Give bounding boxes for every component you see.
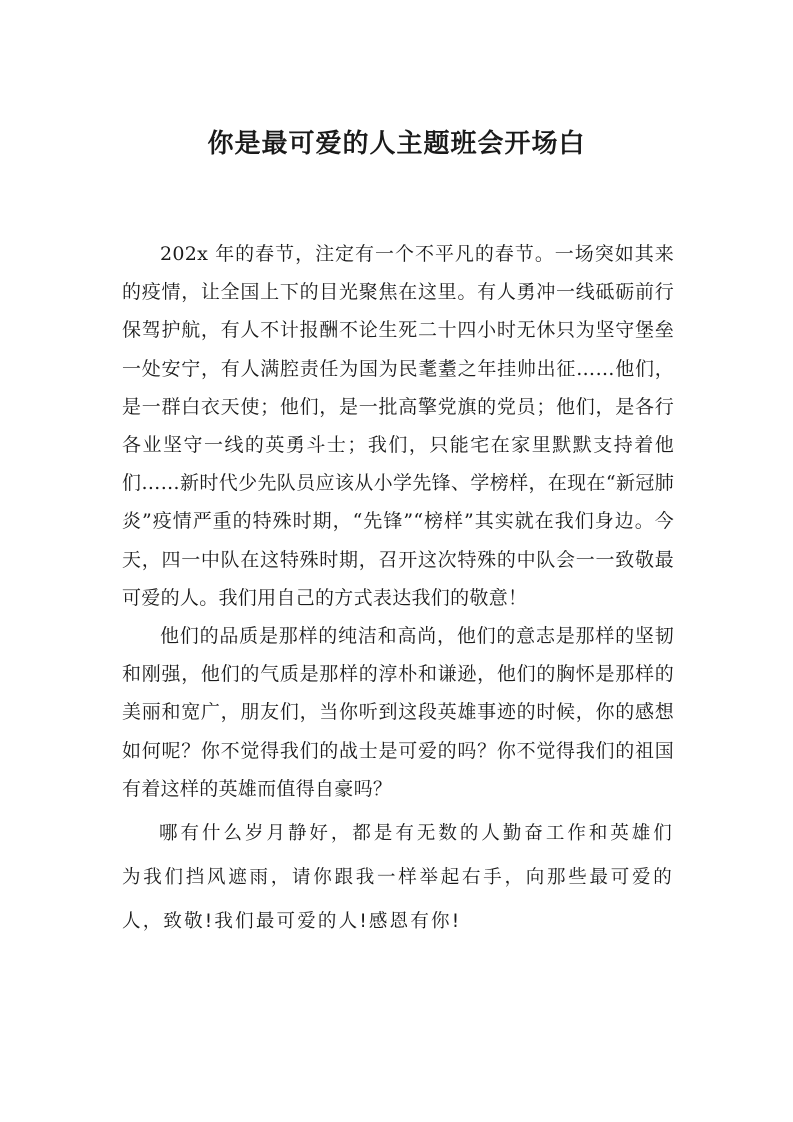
paragraph-3: 哪有什么岁月静好，都是有无数的人勤奋工作和英雄们为我们挡风遮雨，请你跟我一样举起右手，向那些最可爱的人，致敬!我们最可爱的人!感恩有你! xyxy=(122,823,674,933)
document-body xyxy=(122,235,674,944)
paragraph-2: 他们的品质是那样的纯洁和高尚，他们的意志是那样的坚韧和刚强，他们的气质是那样的淳朴和谦逊，他们的胸怀是那样的美丽和宽广，朋友们，当你听到这段英雄事迹的时候，你的感想如何呢？你不觉得我们的战士是可爱的吗？你不觉得我们的祖国有着这样的英雄而值得自豪吗？ xyxy=(122,625,674,800)
paragraph-1: 202x 年的春节，注定有一个不平凡的春节。一场突如其来的疫情，让全国上下的目光聚焦在这里。有人勇冲一线砥砺前行保驾护航，有人不计报酬不论生死二十四小时无休只为坚守堡垒一处安宁，有人满腔责任为国为民耄耋之年挂帅出征……他们，是一群白衣天使；他们，是一批高擎党旗的党员；他们，是各行各业坚守一线的英勇斗士；我们，只能宅在家里默默支持着他们……新时代少先队员应该从小学先锋、学榜样，在现在“新冠肺炎”疫情严重的特殊时期，“先锋”“榜样”其实就在我们身边。今天，四一中队在这特殊时期，召开这次特殊的中队会一一致敬最可爱的人。我们用自己的方式表达我们的敬意！ xyxy=(122,243,674,609)
document-title: 你是最可爱的人主题班会开场白 xyxy=(207,129,586,159)
